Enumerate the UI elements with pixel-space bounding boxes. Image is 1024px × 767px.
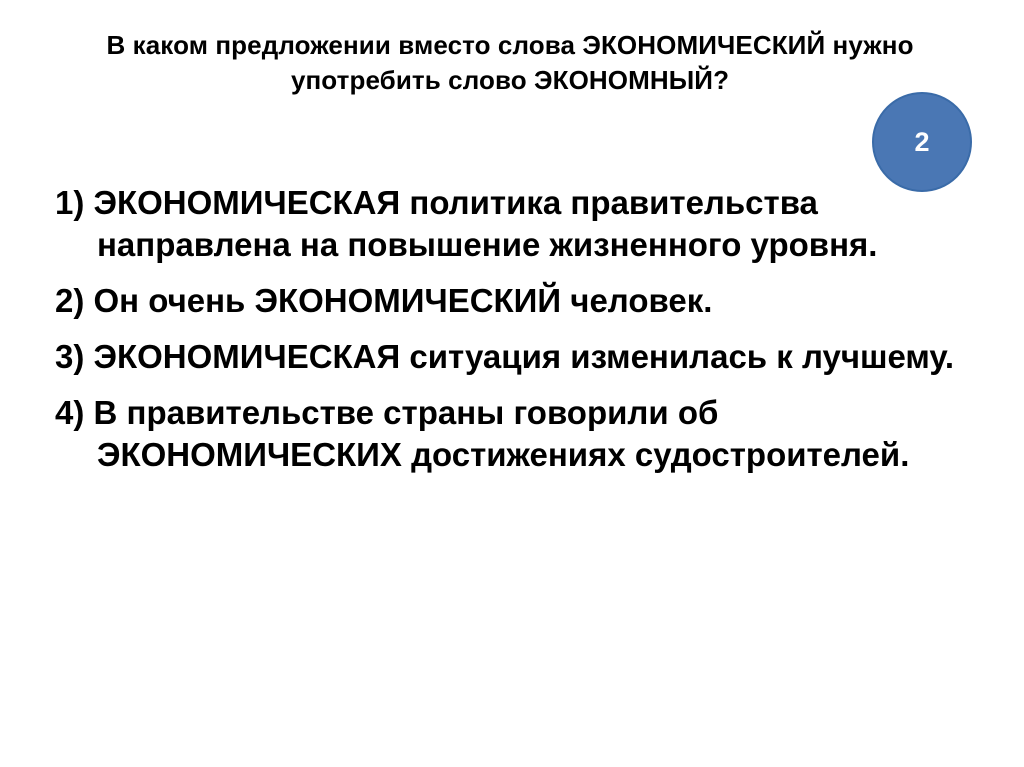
list-item: 4) В правительстве страны говорили об ЭКОНОМИЧЕСКИХ достижениях судостроителей. bbox=[55, 393, 910, 473]
slide-number-badge bbox=[872, 92, 972, 192]
slide-number-text: 2 bbox=[914, 126, 930, 157]
list-item: 3) ЭКОНОМИЧЕСКАЯ ситуация изменилась к лучшему. bbox=[55, 337, 955, 375]
options-list bbox=[55, 182, 985, 475]
list-item: 2) Он очень ЭКОНОМИЧЕСКИЙ человек. bbox=[55, 281, 713, 319]
page-title: В каком предложении вместо слова ЭКОНОМИЧЕСКИЙ нужно употребить слово ЭКОНОМНЫЙ? bbox=[106, 30, 914, 96]
list-item: 1) ЭКОНОМИЧЕСКАЯ политика правительства направлена на повышение жизненного уровня. bbox=[55, 184, 878, 263]
